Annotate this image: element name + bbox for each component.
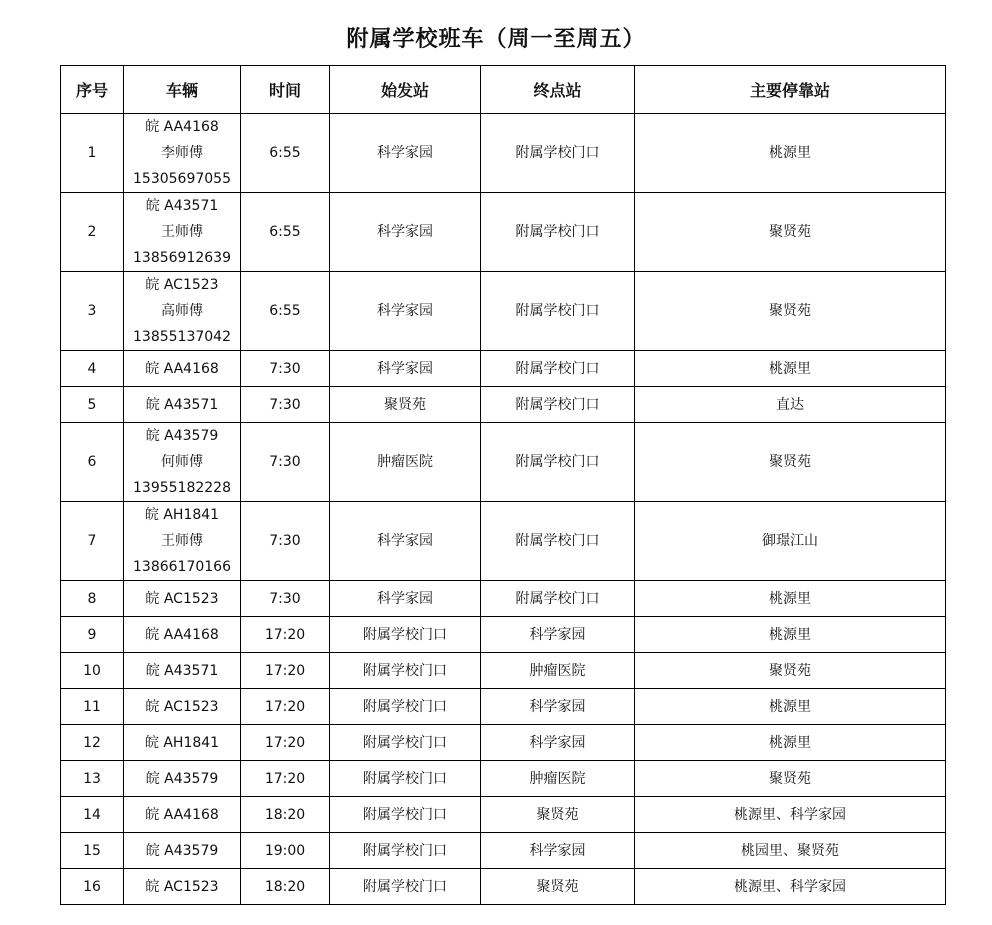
cell-origin: 附属学校门口: [330, 761, 481, 797]
cell-time: 7:30: [241, 502, 330, 581]
cell-number: 3: [61, 272, 124, 351]
cell-destination: 聚贤苑: [481, 797, 635, 833]
cell-number: 7: [61, 502, 124, 581]
cell-origin: 科学家园: [330, 581, 481, 617]
cell-vehicle: 皖 AC1523: [124, 869, 241, 905]
cell-stops: 桃源里、科学家园: [635, 797, 946, 833]
table-row: [61, 193, 946, 272]
driver-phone: 13855137042: [133, 329, 231, 345]
cell-destination: 附属学校门口: [481, 193, 635, 272]
table-row: [61, 653, 946, 689]
cell-time: 17:20: [241, 617, 330, 653]
cell-destination: 附属学校门口: [481, 581, 635, 617]
driver-phone: 13866170166: [133, 559, 231, 575]
cell-origin: 聚贤苑: [330, 387, 481, 423]
cell-stops: 桃源里: [635, 114, 946, 193]
header-number: 序号: [61, 66, 124, 114]
cell-stops: 聚贤苑: [635, 423, 946, 502]
cell-vehicle: [124, 193, 241, 272]
cell-time: 17:20: [241, 761, 330, 797]
cell-time: 6:55: [241, 272, 330, 351]
cell-origin: 附属学校门口: [330, 869, 481, 905]
cell-number: 1: [61, 114, 124, 193]
table-row: [61, 869, 946, 905]
cell-number: 2: [61, 193, 124, 272]
cell-vehicle: [124, 272, 241, 351]
vehicle-plate: 皖 A43571: [145, 198, 219, 214]
bus-schedule-table: [60, 65, 946, 905]
cell-time: 7:30: [241, 387, 330, 423]
table-row: [61, 502, 946, 581]
cell-destination: 肿瘤医院: [481, 653, 635, 689]
cell-vehicle: 皖 AC1523: [124, 689, 241, 725]
cell-destination: 附属学校门口: [481, 387, 635, 423]
cell-destination: 聚贤苑: [481, 869, 635, 905]
driver-name: 王师傅: [161, 533, 203, 549]
cell-origin: 附属学校门口: [330, 689, 481, 725]
cell-time: 18:20: [241, 869, 330, 905]
cell-number: 5: [61, 387, 124, 423]
cell-time: 18:20: [241, 797, 330, 833]
cell-number: 8: [61, 581, 124, 617]
table-row: [61, 761, 946, 797]
cell-vehicle: 皖 A43579: [124, 761, 241, 797]
cell-number: 9: [61, 617, 124, 653]
table-row: [61, 689, 946, 725]
cell-number: 4: [61, 351, 124, 387]
cell-origin: 科学家园: [330, 502, 481, 581]
cell-stops: 聚贤苑: [635, 272, 946, 351]
header-destination: 终点站: [481, 66, 635, 114]
header-time: 时间: [241, 66, 330, 114]
cell-vehicle: [124, 423, 241, 502]
cell-number: 13: [61, 761, 124, 797]
cell-number: 6: [61, 423, 124, 502]
cell-vehicle: 皖 A43571: [124, 653, 241, 689]
cell-destination: 附属学校门口: [481, 272, 635, 351]
table-row: [61, 797, 946, 833]
cell-origin: 附属学校门口: [330, 725, 481, 761]
cell-origin: 肿瘤医院: [330, 423, 481, 502]
cell-stops: 桃园里、聚贤苑: [635, 833, 946, 869]
cell-vehicle: [124, 114, 241, 193]
cell-destination: 科学家园: [481, 689, 635, 725]
cell-number: 12: [61, 725, 124, 761]
header-row: [61, 66, 946, 114]
table-row: [61, 725, 946, 761]
cell-vehicle: 皖 AC1523: [124, 581, 241, 617]
cell-time: 7:30: [241, 423, 330, 502]
cell-time: 17:20: [241, 725, 330, 761]
driver-phone: 13856912639: [133, 250, 231, 266]
driver-name: 王师傅: [161, 224, 203, 240]
header-stops: 主要停靠站: [635, 66, 946, 114]
cell-origin: 附属学校门口: [330, 833, 481, 869]
cell-time: 17:20: [241, 653, 330, 689]
cell-destination: 附属学校门口: [481, 423, 635, 502]
header-vehicle: 车辆: [124, 66, 241, 114]
cell-destination: 附属学校门口: [481, 114, 635, 193]
cell-time: 6:55: [241, 114, 330, 193]
cell-origin: 科学家园: [330, 114, 481, 193]
driver-name: 何师傅: [161, 454, 203, 470]
cell-number: 11: [61, 689, 124, 725]
cell-vehicle: 皖 AA4168: [124, 617, 241, 653]
table-row: [61, 272, 946, 351]
table-row: [61, 581, 946, 617]
cell-stops: 桃源里: [635, 725, 946, 761]
cell-vehicle: 皖 AH1841: [124, 725, 241, 761]
cell-stops: 直达: [635, 387, 946, 423]
vehicle-plate: 皖 AC1523: [145, 277, 219, 293]
cell-stops: 聚贤苑: [635, 653, 946, 689]
cell-origin: 科学家园: [330, 272, 481, 351]
vehicle-plate: 皖 A43579: [145, 428, 219, 444]
cell-destination: 科学家园: [481, 833, 635, 869]
cell-number: 16: [61, 869, 124, 905]
cell-vehicle: 皖 AA4168: [124, 797, 241, 833]
table-row: [61, 617, 946, 653]
cell-stops: 聚贤苑: [635, 761, 946, 797]
header-origin: 始发站: [330, 66, 481, 114]
cell-time: 6:55: [241, 193, 330, 272]
cell-stops: 聚贤苑: [635, 193, 946, 272]
table-row: [61, 351, 946, 387]
cell-stops: 桃源里: [635, 351, 946, 387]
driver-name: 高师傅: [161, 303, 203, 319]
driver-phone: 15305697055: [133, 171, 231, 187]
cell-number: 14: [61, 797, 124, 833]
cell-vehicle: 皖 AA4168: [124, 351, 241, 387]
table-row: [61, 387, 946, 423]
cell-vehicle: 皖 A43571: [124, 387, 241, 423]
cell-stops: 桃源里: [635, 617, 946, 653]
cell-destination: 肿瘤医院: [481, 761, 635, 797]
table-row: [61, 833, 946, 869]
cell-destination: 附属学校门口: [481, 351, 635, 387]
driver-phone: 13955182228: [133, 480, 231, 496]
cell-origin: 科学家园: [330, 193, 481, 272]
cell-stops: 桃源里: [635, 689, 946, 725]
cell-origin: 科学家园: [330, 351, 481, 387]
table-row: [61, 114, 946, 193]
cell-time: 7:30: [241, 581, 330, 617]
cell-stops: 桃源里、科学家园: [635, 869, 946, 905]
cell-destination: 科学家园: [481, 725, 635, 761]
cell-number: 15: [61, 833, 124, 869]
cell-number: 10: [61, 653, 124, 689]
cell-stops: 桃源里: [635, 581, 946, 617]
cell-time: 7:30: [241, 351, 330, 387]
vehicle-plate: 皖 AH1841: [144, 507, 220, 523]
cell-origin: 附属学校门口: [330, 617, 481, 653]
cell-vehicle: [124, 502, 241, 581]
vehicle-plate: 皖 AA4168: [145, 119, 219, 135]
cell-origin: 附属学校门口: [330, 653, 481, 689]
cell-vehicle: 皖 A43579: [124, 833, 241, 869]
cell-time: 19:00: [241, 833, 330, 869]
cell-destination: 附属学校门口: [481, 502, 635, 581]
cell-origin: 附属学校门口: [330, 797, 481, 833]
driver-name: 李师傅: [161, 145, 203, 161]
cell-stops: 御璟江山: [635, 502, 946, 581]
cell-destination: 科学家园: [481, 617, 635, 653]
page-title: 附属学校班车（周一至周五）: [346, 27, 646, 52]
table-row: [61, 423, 946, 502]
cell-time: 17:20: [241, 689, 330, 725]
